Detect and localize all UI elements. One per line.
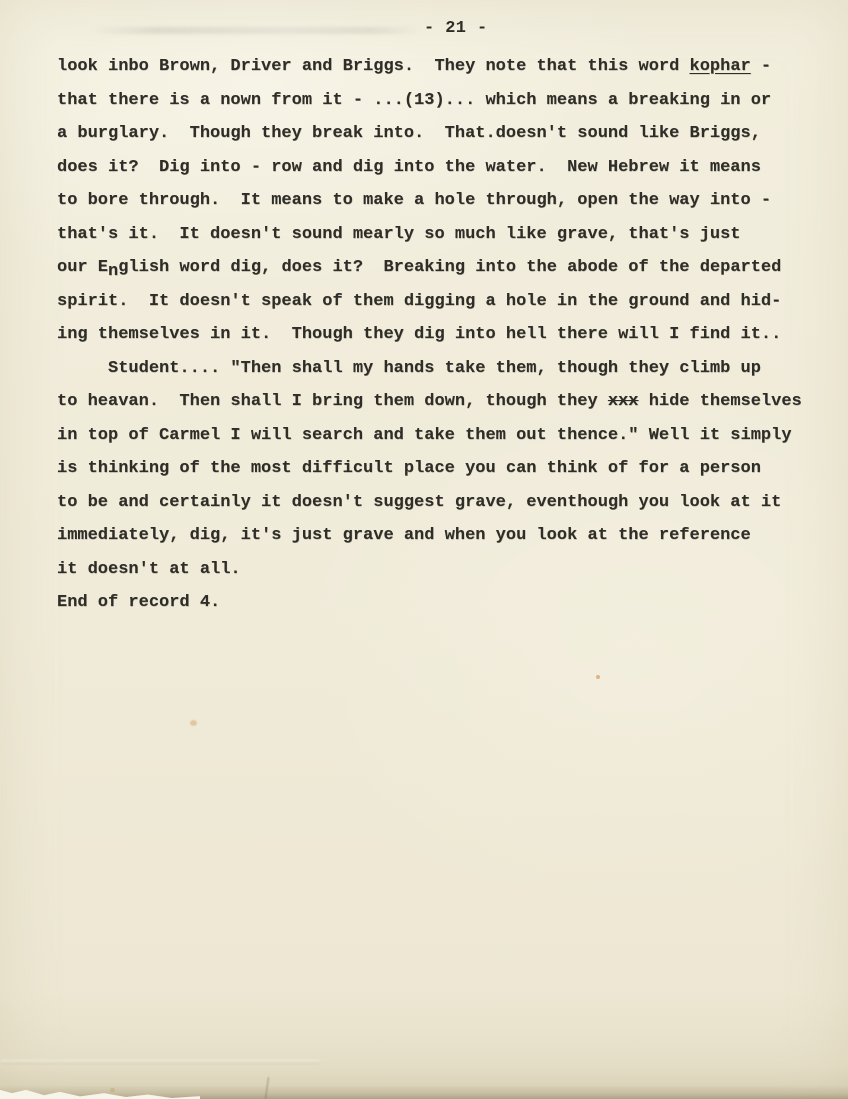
typed-segment: to be and certainly it doesn't suggest grave, eventhough you look at it	[57, 492, 782, 512]
typed-segment: Student.... "Then shall my hands take them, though they climb up	[57, 358, 761, 378]
paper-stain	[190, 720, 197, 726]
typed-line	[57, 519, 838, 553]
typed-segment: hide themselves	[638, 392, 802, 411]
typed-segment: spirit. It doesn't speak of them digging a hole in the ground and hid-	[57, 291, 782, 311]
typed-line	[57, 251, 838, 285]
typed-segment: to heavan. Then shall I bring them down, though they	[57, 392, 608, 411]
paper-tear-ridge	[0, 1060, 320, 1064]
page-number: - 21 -	[424, 19, 488, 38]
typed-line	[57, 285, 838, 319]
typed-segment: ing themselves in it. Though they dig into hell there will I find it..	[57, 325, 782, 344]
typed-line	[57, 184, 838, 218]
typed-segment: does it? Dig into - row and dig into the water. New Hebrew it means	[57, 157, 761, 177]
paper-stain	[596, 675, 600, 679]
typed-segment: End of record 4.	[57, 593, 221, 612]
typed-segment: to bore through. It means to make a hole through, open the way into -	[57, 191, 772, 210]
typed-line	[57, 117, 838, 151]
typed-line	[57, 84, 838, 118]
typed-line	[57, 385, 838, 419]
typed-line	[57, 553, 838, 587]
typed-segment: that there is a nown from it - ...(13)... which means a breaking in or	[57, 90, 772, 110]
paper-bottom-edge-shadow	[0, 1085, 848, 1099]
typed-line	[57, 50, 838, 84]
typed-line	[57, 318, 838, 352]
typed-segment: immediately, dig, it's just grave and when you look at the reference	[57, 526, 751, 545]
typed-segment: -	[750, 57, 772, 76]
typed-segment-strike: xxx	[607, 392, 639, 411]
typed-segment: is thinking of the most difficult place you can think of for a person	[57, 459, 761, 478]
typed-line	[57, 586, 838, 620]
typed-segment: our E	[57, 258, 109, 277]
typed-segment-sub: n	[108, 262, 119, 281]
typed-line	[57, 452, 838, 486]
typed-segment: in top of Carmel I will search and take them out thence." Well it simply	[57, 425, 792, 445]
scan-smudge	[90, 27, 420, 34]
typed-line	[57, 218, 838, 252]
typed-line	[57, 486, 838, 520]
typed-segment: that's it. It doesn't sound mearly so much like grave, that's just	[57, 224, 741, 244]
typed-line	[57, 151, 838, 185]
typed-segment-underline: kophar	[689, 57, 751, 76]
typed-segment: glish word dig, does it? Breaking into the abode of the departed	[118, 258, 782, 277]
typed-segment: a burglary. Though they break into. That.doesn't sound like Briggs,	[57, 124, 761, 143]
typed-line	[57, 352, 838, 386]
typed-text-block	[57, 50, 838, 620]
typed-line	[57, 419, 838, 453]
typed-segment: look inbo Brown, Driver and Briggs. They note that this word	[57, 57, 690, 76]
typed-segment: it doesn't at all.	[57, 559, 241, 579]
